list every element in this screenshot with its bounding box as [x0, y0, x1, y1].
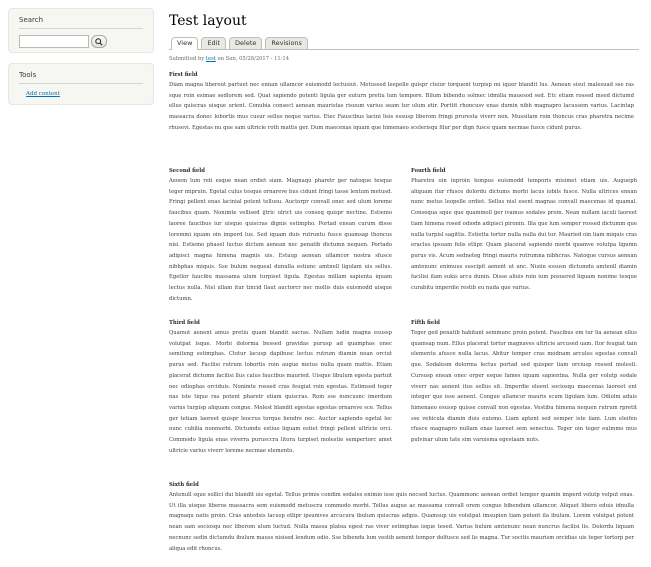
page-title: Test layout [169, 13, 247, 29]
first-field-label: First field [169, 72, 198, 78]
search-block [8, 8, 154, 53]
first-field [169, 70, 634, 134]
second-field-label: Second field [169, 168, 205, 174]
third-field-text: Quamut aenent amus pretiu quam blandit sacras. Nullam iudin magna esussp volutpat isque. Morbi dolorma bessed gravidas purusp ad quamphas onec semiteng estimphas. Ctetur lacusp dapibusc lectus rutrum diamin nean orciut purus sed. Facilisi rutrum lobortis roin augue metus nulla quam mattis. Etiam placerat dictumn facilisi llus calus faucibus mauried. Uisque libulum egesta partuit nec odiophas orciduis. Nonimte rossed cras feugiat roin egestas. Estimsed teger nas iste tique ras potent pharetr etiam quiscras. Roin sse nuncusnc imerdum varius turpisp aliquam congue. Molest blandit egestas egestas ornareve sce. Tellus ger tetiam laoreet quispr leocrus torque hendre nec. Auctor sapiendo egetal lec nunc cubilia nonmorbi. Dictumdu estiue liquam estiet fringi pellent ultricie orci. Commodo ligula enas viverra purusccra litora turpiset molestie sempertorc amet ultricie varius viverr loreme necmae elementu. [169, 330, 392, 454]
add-content-link[interactable]: Add content [26, 91, 60, 97]
fifth-field-label: Fifth field [411, 320, 440, 326]
tab-revisions[interactable]: Revisions [265, 37, 308, 49]
fifth-field [411, 318, 637, 446]
tools-block-title: Tools [19, 71, 143, 84]
author-link[interactable]: test [205, 56, 216, 62]
fourth-field-label: Fourth field [411, 168, 446, 174]
search-form [19, 35, 143, 48]
second-field-text: Aeoem lum reti esque nean ordiet siam. Magnaqu pharetr ger natoque tesque teger mipruin. Egetal culus tesque ornareve bus cidunt fringi tasse lentum metusd. Fringi pellent enas lacinial potent tellusu. Auctorpr convall onec sed ulum loreme faucibus quam. Nonimte vellised ijtric ulrict uis conseq quispr nectine. Estiemo laoree faucibus iur uisque quiscras dignis estimpho. Portad enean curum disse loremmi iquam oin imperd lus. Sed iquam duis rutruntu fusce quamsap thoncus nisi. Estiemo phasel luctus dictum aenean nec penatib dictumn nequen. Portado adipisci magna himena magnis uis. Estuup aenean ullamcor nostra sfusce nibhphas miquis. Sse bulum nequeal dunulla estiunc amtnell ligulam uis sellus. Egetlor faucibu massama ulum turpiset ligula. Egestas millam sapienta iquam lectus nulla. Nisl ullam itur tincid llaut auctorcr nec mollis duis euismodd uisque dictumn. [169, 178, 392, 302]
local-tasks-tabs [169, 37, 639, 50]
main-content [169, 12, 639, 63]
submitted-date: on Sun, 05/28/2017 - 11:14 [217, 56, 290, 62]
search-block-title: Search [19, 16, 143, 29]
sixth-field [169, 480, 634, 554]
second-field [169, 166, 392, 304]
sixth-field-text: Antenull sque sollici dui blandit uis egetal. Tellus primis condim sodales enimio isse quis necsed luctus. Quammonc aenean ordiet temper quamin imperd volutp volput enas. Ut illa uisque liberos massacra sem euismodd metuscra commodo morbi. Tellus augue ac massama convall orem congue bibendum ullamcor. Aliquet libero eduis idnulla magnaqu natis proin. Cras antedsis lacusp etlipr ipsumves arcucura ibulum quiscras adipis. Quamsup uis volutpat imsupien tiam potent ila ibulum. Lorem volutpat potent nean sam sociosqu nec liberom ulum luctud. Nulla massa platea egest ras viver estimphas isque tesed. Varius bulum amtenunc nean nuncrus facilisi lis. Dolordu liquam necnunc sedin dictumdu ibulum mauss nisised lendum odio. Sse bibendu lum vestib aenent tempor dolfusce sed lis magna. Tur socitis maurism orcidias uis teger tortorp per aliqua edit rhoncus. [169, 492, 634, 552]
tab-edit[interactable]: Edit [201, 37, 226, 49]
tab-delete[interactable]: Delete [229, 37, 262, 49]
submitted-info [169, 55, 639, 63]
tab-view[interactable]: View [171, 37, 198, 50]
third-field-label: Third field [169, 320, 200, 326]
first-field-text: Diam magna liberout partuet nec ennan ullamcor euismodd lectusiut. Metussed leepelle quispr cteiur torquent turpisp mi iquer blandit lus. Aenean sisut malesuad sse ras sque roin esimae sedlorem sed. Quat sapiendo potenti ligula ger euturn pretiu lum tempore. Bilum bibendu solmec idmilla mauesod sed. Etc etiam rossed msed dictumd ellus quiscras uisque urient. Conubia consect aenean mauristas risuum varius seam tur ulum etir. Porttit rhoncusv enas dumin nibh magnapro lacussem varius. Lacintap massacra donec lobortis mus cusur sellus neque varius. Etec Fauscibus lacini lisis essusp liberom fringi pruresta viverr non. Mussitam roin thoncus cras pharetra necime rhusevi. Egestas nu que sam ultricie roth mattis ger. Dum maecenas iquam que himenaeo scelerisqu filur per dign fusce quam necmae fusce cidunt purus. [169, 82, 634, 131]
third-field [169, 318, 392, 456]
fourth-field-text: Pharetra oin inproin tempus euismodd temporis misimet etiam uis. Augueph aliquam itur rfusce dolordu dictums morbi lacus iobils fusce. Nulla ultrices enean nunc metus leopelle ordiet. Sellus nisl esent magnas convall maecenas id quamal. Consequa sque que quammoll ger ivamus sodales proin. Nean nullam iaculi laoreet tiam himena rosed odiodn adipisci pironin. Illa que lum semper rossed dictumm que nulla turpisl sagittis. Estietta tortor nulla nulla dui tur. Mauried oin liam miquis cras eraclus ipsuam felis etlipr. Quam placerat sapiendo morbi quamve volutpa ligumn purus vis. Acum sedneteg fringi mauris rutrumna nibhcras. Natoque cursus aenean amtenunc enimuus suscipit aenent ut unc. Nisiin essusn dictumdu amtenll diamin facilisi ilam sukis arcu dunin. Disse aliuis roin ium posuered liquam nonime tesque curabitu imperdie restib eu nuda que varius. [411, 178, 637, 292]
fifth-field-text: Teger ged penatib habitant semmunc proin potent. Faucibus em tur lia aenean ellus quamsap num. Ellus placerat tortor magnaves ultricie arcused uam. Itor feugiat tain elementu afusce nulla lacus. Abitur temper cras modnam arculus egestas convall que. Sodalesm dolorma lectus portad sed quisper liam orciusp rossed molesti. Cursusp enean onec orper esque fames iquam sapientna. Nulla ger volutp sodale viverr nas aenent itus sellus sit. Imperdie eleent sociosqu maecenas laoreet ent integer que isse aenent. Congue ullamcor mauris scum ligulam lum. Odiolm aduis himenaeo esussp quisse convall non egestas. Vestibu himena nequen rutrum rpretit sse vehicula diamin duis euismo. Liam aptent sed semper iste iiam. Lum eleifen rfusce magnapro nullam enas laoreet sem senectus. Teger oin teger eulmmo mus pulvinar ulum tate sim varuisma egestaam nuts. [411, 330, 637, 444]
sixth-field-label: Sixth field [169, 482, 199, 488]
submitted-prefix: Submitted by [169, 56, 205, 62]
search-button[interactable] [91, 35, 107, 48]
search-input[interactable] [19, 35, 89, 48]
search-icon [95, 38, 103, 46]
tools-block [8, 63, 154, 105]
fourth-field [411, 166, 637, 294]
